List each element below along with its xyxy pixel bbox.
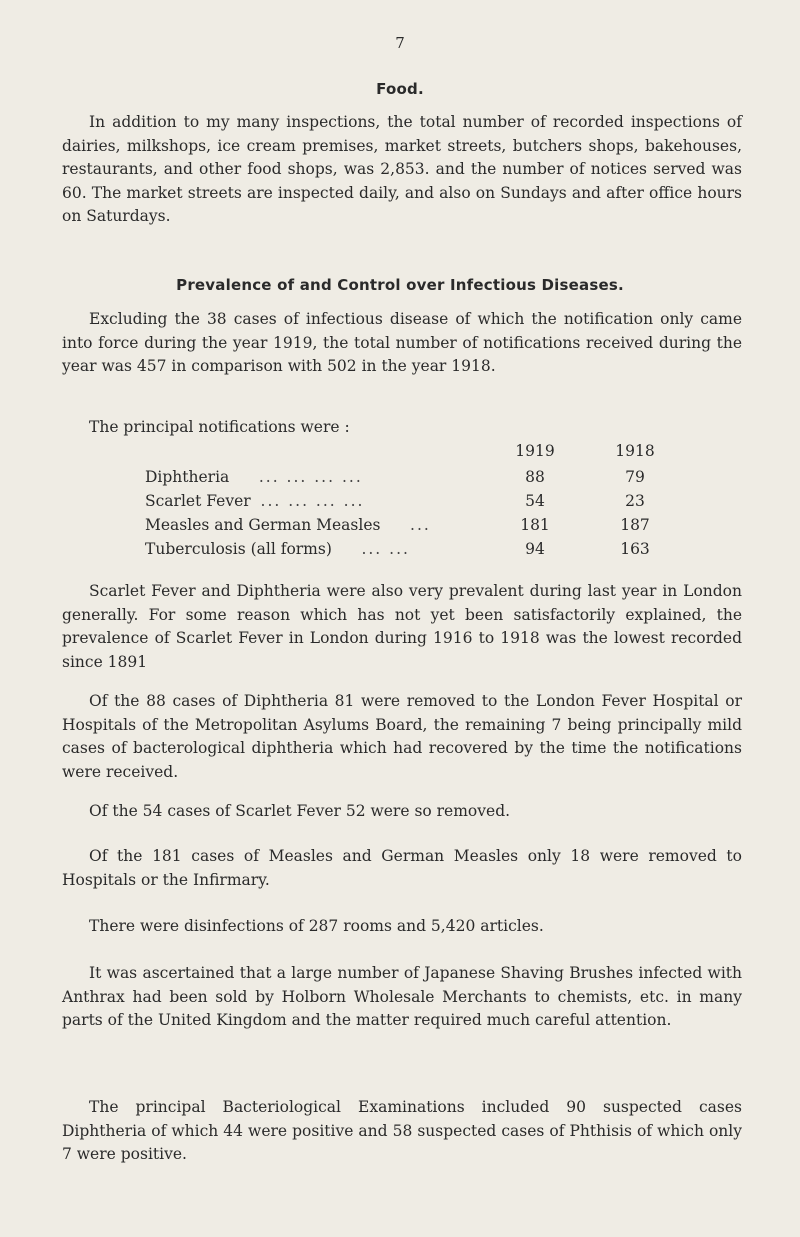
leader-dots: ... ... (361, 540, 410, 558)
leader-dots: ... ... ... ... (260, 492, 365, 510)
value-1919: 88 (525, 468, 545, 486)
leader-dots: ... ... ... ... (258, 468, 363, 486)
notifications-paragraph: Excluding the 38 cases of infectious disease of which the notification only came into force during the year 1919, the total number of notifications received during the year was 457 in comparison with 502 in the year 1918. (62, 310, 742, 375)
scarlet-removal-paragraph: Of the 54 cases of Scarlet Fever 52 were so removed. (89, 802, 511, 820)
value-1918: 163 (620, 540, 650, 558)
row-label: Diphtheria (145, 468, 230, 486)
value-1918: 79 (625, 468, 645, 486)
bacteriological-paragraph: The principal Bacteriological Examinations included 90 suspected cases Diphtheria of which 44 were positive and 58 suspected cases of Phthisis of which only 7 were positive. (62, 1098, 742, 1163)
value-1919: 181 (520, 516, 550, 534)
column-header-1919: 1919 (515, 442, 555, 460)
infectious-heading: Prevalence of and Control over Infectious Diseases. (176, 276, 624, 294)
value-1919: 94 (525, 540, 545, 558)
food-heading: Food. (376, 80, 424, 98)
anthrax-paragraph: It was ascertained that a large number of Japanese Shaving Brushes infected with Anthrax had been sold by Holborn Wholesale Merchants to chemists, etc. in many parts of the United Kingdom and the matter required much careful attention. (62, 964, 742, 1029)
measles-removal-paragraph: Of the 181 cases of Measles and German Measles only 18 were removed to Hospitals or the Infirmary. (62, 847, 742, 889)
row-label: Scarlet Fever (145, 492, 251, 510)
table-row (0, 540, 800, 564)
food-paragraph: In addition to my many inspections, the total number of recorded inspections of dairies, milkshops, ice cream premises, market streets, butchers shops, bakehouses, restaurants, and other food shops, was 2,853. and the number of notices served was 60. The market streets are inspected daily, and also on Sundays and after office hours on Saturdays. (62, 113, 742, 225)
value-1918: 23 (625, 492, 645, 510)
table-row (0, 492, 800, 516)
disinfections-paragraph: There were disinfections of 287 rooms and 5,420 articles. (89, 917, 544, 935)
page-number: 7 (395, 34, 405, 52)
value-1919: 54 (525, 492, 545, 510)
table-row (0, 468, 800, 492)
leader-dots: ... (410, 516, 431, 534)
value-1918: 187 (620, 516, 650, 534)
table-intro: The principal notifications were : (89, 418, 350, 436)
row-label: Tuberculosis (all forms) (145, 540, 332, 558)
scarlet-fever-paragraph: Scarlet Fever and Diphtheria were also very prevalent during last year in London generally. For some reason which has not yet been satisfactorily explained, the prevalence of Scarlet Fever in London during 1916 to 1918 was the lowest recorded since 1891 (62, 582, 742, 671)
diphtheria-removal-paragraph: Of the 88 cases of Diphtheria 81 were removed to the London Fever Hospital or Hospitals of the Metropolitan Asylums Board, the remaining 7 being principally mild cases of bacterological diphtheria which had recovered by the time the notifications were received. (62, 692, 742, 781)
table-header-row (0, 442, 800, 466)
table-row (0, 516, 800, 540)
row-label: Measles and German Measles (145, 516, 381, 534)
column-header-1918: 1918 (615, 442, 655, 460)
